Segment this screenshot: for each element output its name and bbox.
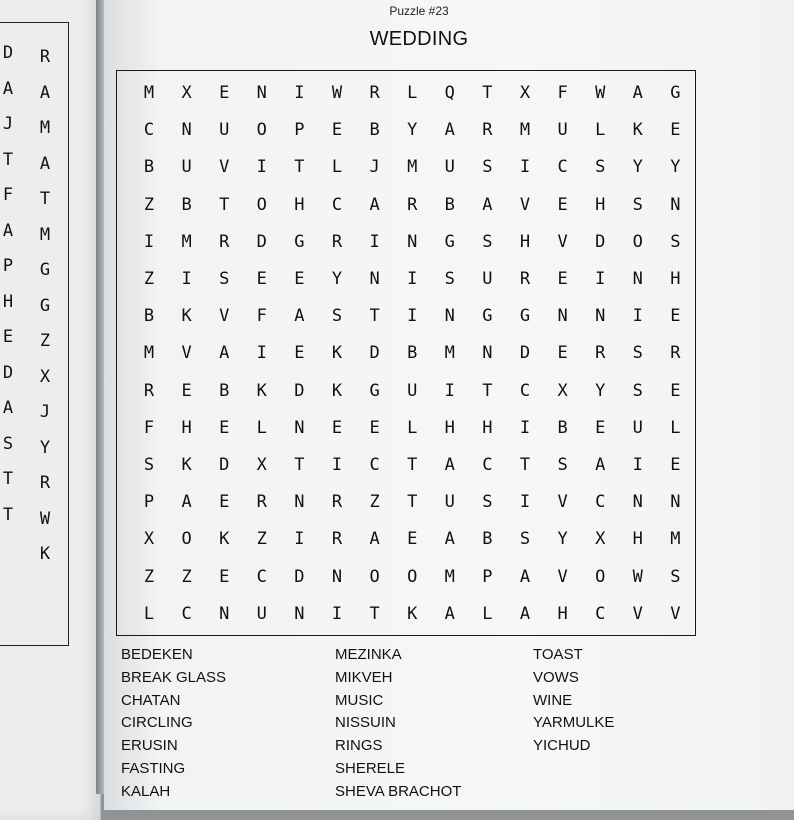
grid-letter[interactable]: K (256, 380, 267, 401)
grid-letter[interactable]: I (331, 455, 343, 475)
grid-letter[interactable]: U (181, 157, 192, 178)
word-list-item: YARMULKE (533, 714, 615, 732)
grid-letter[interactable]: N (595, 306, 606, 327)
grid-letter[interactable]: A (632, 83, 643, 103)
grid-letter[interactable]: R (519, 269, 531, 289)
word-list-item: SHERELE (335, 759, 406, 777)
grid-letter[interactable]: R (482, 120, 493, 141)
grid-letter[interactable]: J (369, 157, 380, 178)
grid-letter[interactable]: Y (595, 380, 606, 401)
grid-letter[interactable]: X (256, 455, 267, 475)
grid-letter[interactable]: D (519, 343, 531, 364)
grid-letter[interactable]: P (294, 120, 305, 141)
grid-letter[interactable]: A (294, 306, 305, 327)
grid-letter[interactable]: G (444, 231, 455, 252)
grid-letter[interactable]: H (482, 417, 493, 438)
grid-letter[interactable]: Y (557, 529, 568, 550)
grid-letter[interactable]: M (181, 231, 192, 252)
grid-letter[interactable]: T (407, 492, 418, 513)
previous-puzzle-letter: P (2, 256, 14, 276)
grid-letter[interactable]: E (557, 343, 568, 364)
grid-letter[interactable]: V (557, 566, 568, 587)
puzzle-title: WEDDING (369, 28, 469, 50)
grid-letter[interactable]: A (444, 120, 455, 141)
grid-letter[interactable]: E (256, 269, 267, 289)
grid-letter[interactable]: U (256, 603, 267, 624)
grid-letter[interactable]: F (143, 417, 155, 438)
grid-letter[interactable]: E (181, 380, 192, 401)
grid-letter[interactable]: A (444, 529, 455, 550)
grid-letter[interactable]: K (181, 455, 192, 475)
word-list-item: BREAK GLASS (121, 668, 227, 686)
grid-letter[interactable]: Y (632, 157, 643, 178)
grid-letter[interactable]: S (143, 455, 155, 475)
grid-letter[interactable]: K (632, 120, 643, 141)
grid-letter[interactable]: I (519, 417, 531, 438)
grid-letter[interactable]: B (557, 417, 568, 438)
grid-letter[interactable]: H (294, 194, 305, 215)
previous-puzzle-column (0, 36, 18, 533)
grid-letter[interactable]: I (294, 529, 305, 550)
grid-letter[interactable]: I (369, 231, 380, 252)
grid-letter[interactable]: G (294, 231, 305, 252)
grid-letter[interactable]: I (181, 269, 192, 289)
word-list-item: NISSUIN (335, 714, 396, 732)
grid-letter[interactable]: Z (143, 566, 155, 587)
previous-puzzle-letter: A (2, 78, 14, 99)
grid-letter[interactable]: I (294, 83, 305, 103)
grid-letter[interactable]: X (557, 380, 568, 401)
grid-letter[interactable]: S (632, 343, 643, 364)
grid-letter[interactable]: E (595, 417, 606, 438)
grid-letter[interactable]: U (632, 417, 643, 438)
previous-puzzle-letter: G (39, 260, 51, 280)
grid-letter[interactable]: O (181, 529, 192, 550)
grid-letter[interactable]: C (557, 157, 568, 178)
grid-letter[interactable]: Z (369, 492, 380, 513)
word-list-item: FASTING (121, 759, 186, 777)
grid-letter[interactable]: N (632, 492, 643, 513)
grid-letter[interactable]: Z (143, 194, 155, 215)
word-list-column (121, 644, 226, 804)
grid-letter[interactable]: N (294, 417, 305, 438)
word-list-item: KALAH (121, 782, 171, 800)
grid-letter[interactable]: O (595, 566, 606, 587)
grid-letter[interactable]: G (482, 306, 493, 327)
grid-letter[interactable]: Z (143, 269, 155, 289)
previous-puzzle-letter: D (2, 362, 14, 383)
previous-puzzle-letter: M (39, 224, 51, 245)
grid-letter[interactable]: V (219, 306, 230, 327)
grid-letter[interactable]: C (331, 194, 343, 215)
grid-letter[interactable]: H (595, 194, 606, 215)
word-list-item: MIKVEH (335, 668, 393, 686)
grid-letter[interactable]: H (181, 417, 192, 438)
grid-letter[interactable]: O (632, 231, 643, 252)
grid-letter[interactable]: D (369, 343, 380, 364)
grid-letter[interactable]: E (331, 417, 343, 438)
previous-puzzle-letter: X (39, 366, 51, 387)
grid-letter[interactable]: N (331, 566, 343, 587)
grid-letter[interactable]: N (557, 306, 568, 327)
previous-puzzle-letter: T (2, 504, 14, 525)
grid-letter[interactable]: O (369, 566, 380, 587)
grid-letter[interactable]: N (294, 603, 305, 624)
previous-puzzle-letter: A (39, 153, 51, 174)
word-list-item: BEDEKEN (121, 646, 193, 663)
grid-letter[interactable]: B (143, 306, 155, 327)
grid-letter[interactable]: K (219, 529, 230, 550)
grid-letter[interactable]: L (482, 603, 493, 624)
grid-letter[interactable]: E (331, 120, 343, 141)
grid-letter[interactable]: L (670, 417, 681, 438)
grid-letter[interactable]: V (557, 231, 568, 252)
grid-letter[interactable]: U (407, 380, 418, 401)
previous-puzzle-letter: S (2, 433, 14, 454)
grid-letter[interactable]: L (331, 157, 343, 178)
grid-letter[interactable]: T (482, 380, 493, 401)
grid-letter[interactable]: D (256, 231, 267, 252)
word-list-column (335, 644, 461, 804)
grid-letter[interactable]: C (256, 566, 267, 587)
grid-letter[interactable]: A (181, 492, 192, 513)
grid-letter[interactable]: A (369, 194, 380, 215)
grid-letter[interactable]: B (407, 343, 418, 364)
previous-puzzle-letter: T (39, 189, 51, 209)
grid-letter[interactable]: K (331, 343, 343, 364)
grid-letter[interactable]: R (331, 529, 343, 550)
grid-letter[interactable]: R (331, 231, 343, 252)
grid-letter[interactable]: I (632, 306, 643, 327)
word-list-item: CIRCLING (121, 714, 193, 732)
grid-letter[interactable]: B (143, 157, 155, 178)
grid-letter[interactable]: L (407, 417, 418, 438)
grid-letter[interactable]: C (595, 492, 606, 513)
grid-letter[interactable]: R (407, 194, 418, 215)
word-list-item: RINGS (335, 737, 383, 755)
grid-letter[interactable]: L (256, 417, 267, 438)
grid-letter[interactable]: S (444, 269, 455, 289)
grid-letter[interactable]: E (369, 417, 380, 438)
grid-letter[interactable]: Y (407, 120, 418, 141)
previous-puzzle-letter: F (2, 185, 14, 205)
grid-letter[interactable]: R (595, 343, 606, 364)
grid-letter[interactable]: K (331, 380, 343, 401)
grid-letter[interactable]: L (407, 83, 418, 103)
grid-letter[interactable]: N (256, 83, 267, 103)
grid-letter[interactable]: Q (444, 83, 455, 103)
grid-letter[interactable]: I (595, 269, 606, 289)
grid-letter[interactable]: A (444, 455, 455, 475)
grid-letter[interactable]: X (595, 529, 606, 550)
grid-letter[interactable]: H (670, 269, 681, 289)
grid-letter[interactable]: I (256, 157, 267, 178)
word-list-item: MUSIC (335, 691, 384, 709)
grid-letter[interactable]: T (482, 83, 493, 103)
grid-letter[interactable]: A (595, 455, 606, 475)
grid-letter[interactable]: Z (256, 529, 267, 550)
grid-letter[interactable]: A (482, 194, 493, 215)
grid-letter[interactable]: W (331, 83, 343, 103)
grid-letter[interactable]: V (519, 194, 531, 215)
grid-letter[interactable]: E (407, 529, 418, 550)
grid-letter[interactable]: M (143, 343, 155, 364)
grid-letter[interactable]: W (632, 566, 643, 587)
grid-letter[interactable]: S (595, 157, 606, 178)
grid-letter[interactable]: E (557, 194, 568, 215)
previous-puzzle-letter: H (2, 291, 14, 312)
grid-letter[interactable]: T (219, 194, 230, 215)
grid-letter[interactable]: U (557, 120, 568, 141)
grid-letter[interactable]: R (143, 380, 155, 401)
grid-letter[interactable]: T (369, 306, 380, 327)
previous-puzzle-letter: E (2, 327, 14, 347)
grid-letter[interactable]: C (369, 455, 380, 475)
grid-letter[interactable]: A (444, 603, 455, 624)
grid-letter[interactable]: M (444, 566, 455, 587)
grid-letter[interactable]: F (557, 83, 568, 103)
grid-letter[interactable]: U (219, 120, 230, 141)
previous-page (0, 0, 101, 820)
previous-puzzle-letter: K (39, 544, 51, 564)
grid-letter[interactable]: S (557, 455, 568, 475)
grid-letter[interactable]: G (670, 83, 681, 103)
grid-letter[interactable]: F (256, 306, 267, 327)
grid-letter[interactable]: Y (670, 157, 681, 178)
grid-letter[interactable]: I (256, 343, 267, 364)
grid-letter[interactable]: N (181, 120, 192, 141)
grid-letter[interactable]: X (143, 529, 155, 550)
grid-letter[interactable]: E (219, 566, 230, 587)
word-list-item: CHATAN (121, 691, 181, 709)
word-list-item: YICHUD (533, 737, 591, 755)
word-list-item: TOAST (533, 646, 583, 663)
word-search-grid[interactable] (116, 70, 696, 636)
previous-puzzle-letter: J (39, 402, 51, 422)
grid-letter[interactable]: L (143, 603, 155, 624)
grid-letter[interactable]: I (143, 231, 155, 252)
grid-letter[interactable]: K (407, 603, 418, 624)
grid-letter[interactable]: O (256, 194, 267, 215)
grid-letter[interactable]: N (670, 194, 681, 215)
grid-letter[interactable]: H (444, 417, 455, 438)
grid-letter[interactable]: O (407, 566, 418, 587)
grid-letter[interactable]: C (482, 455, 493, 475)
grid-letter[interactable]: H (632, 529, 643, 550)
grid-letter[interactable]: Y (331, 269, 343, 289)
grid-letter[interactable]: M (670, 529, 681, 550)
grid-letter[interactable]: V (632, 603, 643, 624)
grid-letter[interactable]: N (219, 603, 230, 624)
grid-letter[interactable]: M (444, 343, 455, 364)
grid-letter[interactable]: B (369, 120, 380, 141)
grid-letter[interactable]: T (294, 455, 305, 475)
grid-letter[interactable]: A (519, 603, 531, 624)
grid-letter[interactable]: E (670, 455, 681, 475)
grid-letter[interactable]: D (294, 566, 305, 587)
grid-letter[interactable]: G (369, 380, 380, 401)
grid-letter[interactable]: X (181, 83, 192, 103)
grid-letter[interactable]: E (294, 269, 305, 289)
grid-letter[interactable]: S (482, 492, 493, 513)
grid-letter[interactable]: S (482, 157, 493, 178)
word-list-item: MEZINKA (335, 646, 402, 663)
grid-letter[interactable]: C (519, 380, 531, 401)
grid-letter[interactable]: N (632, 269, 643, 289)
grid-letter[interactable]: E (557, 269, 568, 289)
grid-letter[interactable]: W (595, 83, 606, 103)
grid-letter[interactable]: M (519, 120, 531, 141)
previous-puzzle-letter: G (39, 295, 51, 316)
grid-letter[interactable]: E (219, 83, 230, 103)
grid-letter[interactable]: I (331, 603, 343, 624)
grid-letter[interactable]: N (670, 492, 681, 513)
grid-letter[interactable]: B (444, 194, 455, 215)
puzzle-number: Puzzle #23 (389, 4, 449, 18)
grid-letter[interactable]: I (444, 380, 455, 401)
word-list-item: WINE (533, 691, 573, 709)
word-list-item: VOWS (533, 668, 579, 686)
grid-letter[interactable]: G (519, 306, 531, 327)
grid-letter[interactable]: E (219, 492, 230, 513)
previous-puzzle-letter: R (39, 473, 51, 493)
grid-letter[interactable]: S (632, 380, 643, 401)
previous-puzzle-letter: R (39, 47, 51, 67)
previous-puzzle-letter: D (2, 43, 14, 63)
grid-letter[interactable]: H (557, 603, 568, 624)
grid-letter[interactable]: U (482, 269, 493, 289)
grid-letter[interactable]: M (143, 83, 155, 103)
grid-letter[interactable]: D (219, 455, 230, 475)
grid-letter[interactable]: C (143, 120, 155, 141)
grid-letter[interactable]: U (444, 492, 455, 513)
word-list-item: ERUSIN (121, 737, 178, 755)
grid-letter[interactable]: U (444, 157, 455, 178)
grid-letter[interactable]: N (294, 492, 305, 513)
grid-letter[interactable]: I (519, 157, 531, 178)
grid-letter[interactable]: R (670, 343, 681, 364)
previous-puzzle-letter: T (2, 469, 14, 489)
grid-letter[interactable]: L (595, 120, 606, 141)
grid-letter[interactable]: Z (181, 566, 192, 587)
grid-letter[interactable]: A (519, 566, 531, 587)
grid-letter[interactable]: D (294, 380, 305, 401)
grid-letter[interactable]: N (369, 269, 380, 289)
grid-letter[interactable]: S (632, 194, 643, 215)
previous-puzzle-letter: W (39, 508, 51, 529)
grid-letter[interactable]: B (482, 529, 493, 550)
grid-letter[interactable]: R (256, 492, 267, 513)
grid-letter[interactable]: I (519, 492, 531, 513)
previous-puzzle-letter: Y (39, 437, 51, 458)
grid-letter[interactable]: X (519, 83, 531, 103)
grid-letter[interactable]: T (407, 455, 418, 475)
grid-letter[interactable]: A (369, 529, 380, 550)
grid-letter[interactable]: P (143, 492, 155, 513)
previous-puzzle-column (35, 40, 55, 573)
grid-letter[interactable]: H (519, 231, 531, 252)
grid-letter[interactable]: O (256, 120, 267, 141)
grid-letter[interactable]: S (219, 269, 230, 289)
grid-letter[interactable]: B (181, 194, 192, 215)
grid-letter[interactable]: N (444, 306, 455, 327)
grid-letter[interactable]: C (595, 603, 606, 624)
word-list-column (533, 644, 614, 758)
grid-letter[interactable]: S (670, 231, 681, 252)
grid-letter[interactable]: S (331, 306, 343, 327)
grid-letter[interactable]: V (557, 492, 568, 513)
grid-letter[interactable]: E (670, 120, 681, 141)
grid-letter[interactable]: T (294, 157, 305, 178)
grid-letter[interactable]: E (219, 417, 230, 438)
grid-letter[interactable]: E (670, 380, 681, 401)
grid-letter[interactable]: M (407, 157, 418, 178)
previous-puzzle-letter: J (2, 114, 14, 134)
grid-letter[interactable]: P (482, 566, 493, 587)
grid-letter[interactable]: V (219, 157, 230, 178)
grid-letter[interactable]: T (519, 455, 531, 475)
previous-puzzle-letter: Z (39, 331, 51, 351)
grid-letter[interactable]: S (519, 529, 531, 550)
grid-letter[interactable]: E (670, 306, 681, 327)
grid-letter[interactable]: N (407, 231, 418, 252)
grid-letter[interactable]: K (181, 306, 192, 327)
previous-puzzle-letter: A (39, 82, 51, 103)
grid-letter[interactable]: R (219, 231, 230, 252)
grid-letter[interactable]: B (219, 380, 230, 401)
previous-puzzle-letter: M (39, 118, 51, 138)
grid-letter[interactable]: S (670, 566, 681, 587)
grid-letter[interactable]: R (369, 83, 380, 103)
grid-letter[interactable]: N (482, 343, 493, 364)
grid-letter[interactable]: V (670, 603, 681, 624)
grid-letter[interactable]: E (294, 343, 305, 364)
previous-puzzle-letter: T (2, 149, 14, 170)
grid-letter[interactable]: R (331, 492, 343, 513)
word-list-item: SHEVA BRACHOT (335, 782, 462, 800)
previous-puzzle-letter: A (2, 220, 14, 241)
grid-letter[interactable]: I (407, 306, 418, 327)
grid-letter[interactable]: I (407, 269, 418, 289)
grid-letter[interactable]: V (181, 343, 192, 364)
grid-letter[interactable]: S (482, 231, 493, 252)
previous-puzzle-letter: A (2, 398, 14, 418)
grid-letter[interactable]: C (181, 603, 192, 624)
grid-letter[interactable]: D (595, 231, 606, 252)
grid-letter[interactable]: I (632, 455, 643, 475)
grid-letter[interactable]: T (369, 603, 380, 624)
grid-letter[interactable]: A (219, 343, 230, 364)
